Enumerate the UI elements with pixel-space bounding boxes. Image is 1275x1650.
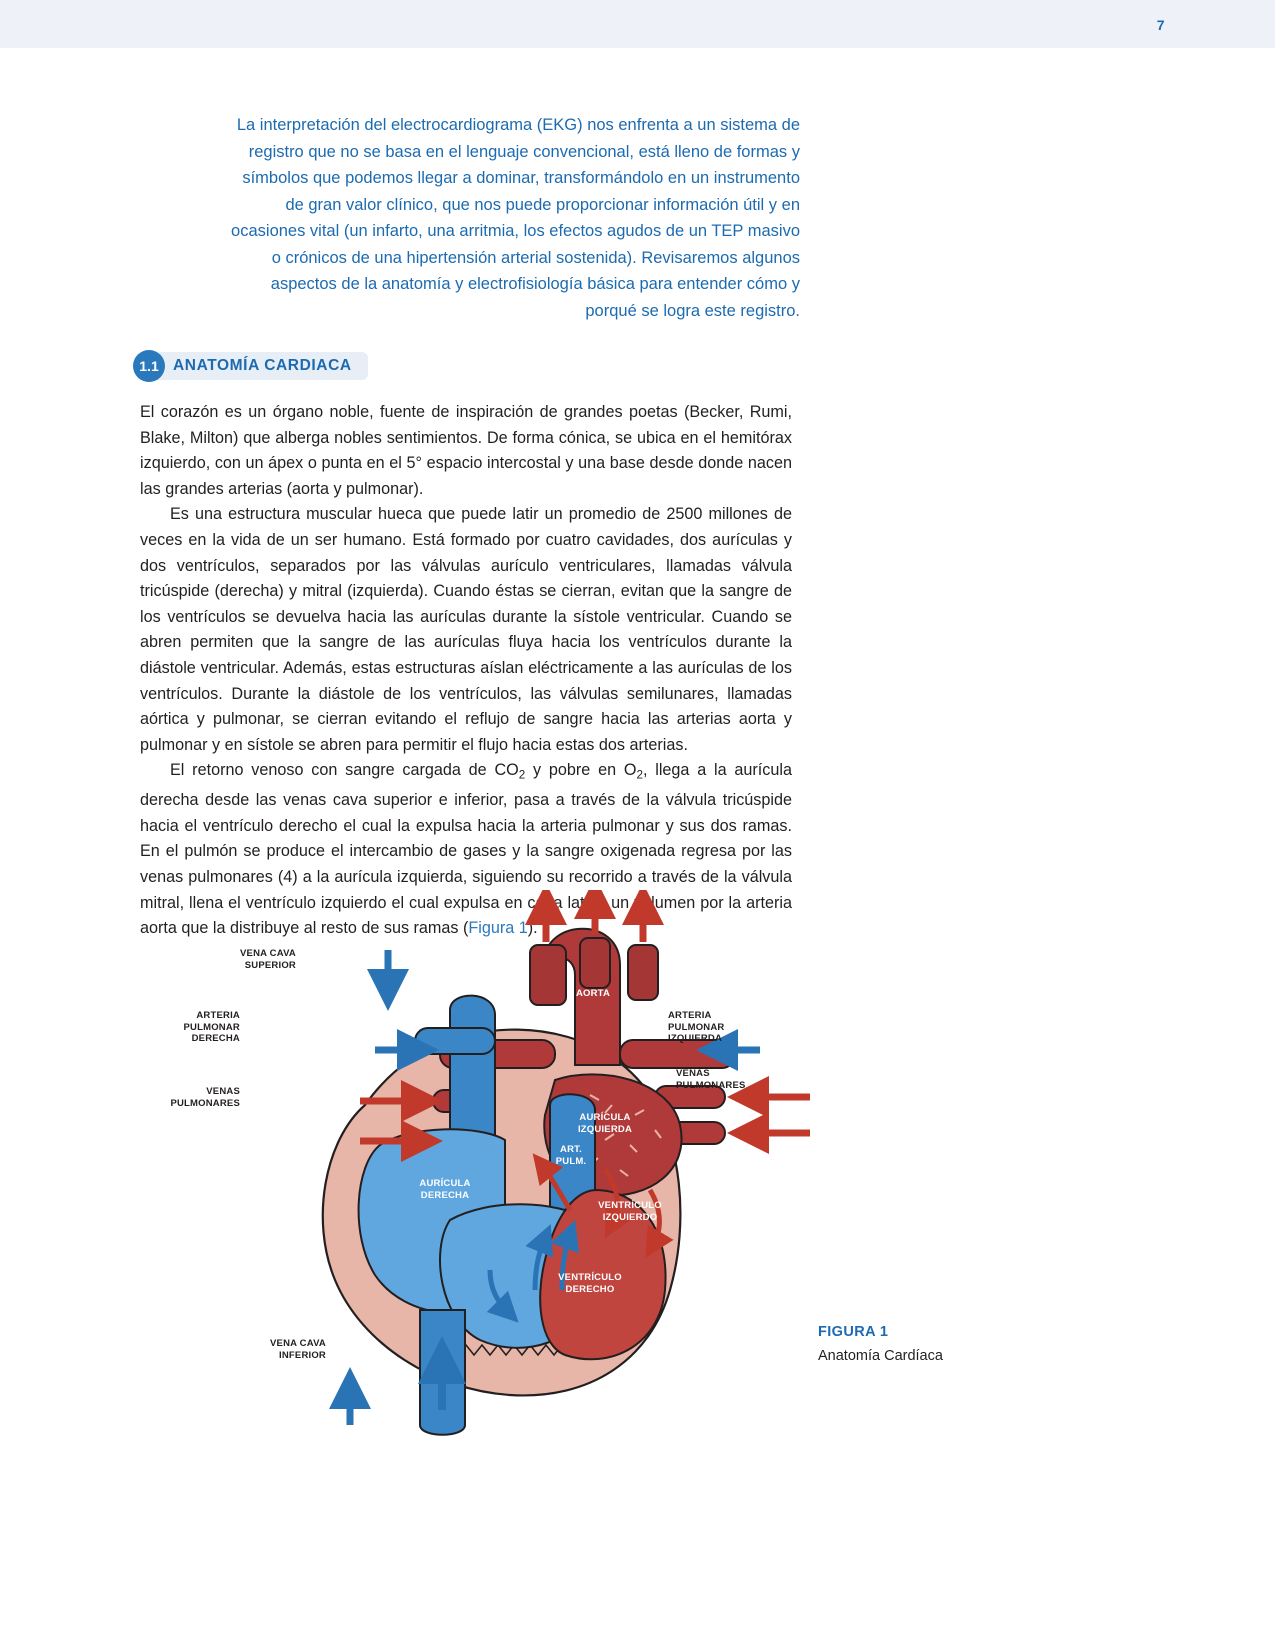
figure-caption-title: FIGURA 1 <box>818 1324 889 1340</box>
page-number: 7 <box>1156 17 1165 33</box>
page-header-band <box>0 0 1275 48</box>
figure-reference-link[interactable]: Figura 1 <box>468 919 528 938</box>
label-venas-pulmonares-derecha: VENAS PULMONARES <box>170 1086 240 1109</box>
label-auricula-izquierda: AURÍCULA IZQUIERDA <box>577 1112 633 1135</box>
body-paragraph-3-part-b: y pobre en O <box>525 761 637 780</box>
section-title: ANATOMÍA CARDIACA <box>173 357 352 374</box>
body-paragraph-1: El corazón es un órgano noble, fuente de inspiración de grandes poetas (Becker, Rumi, Blake, Milton) que alberga nobles sentimientos. De forma cónica, se ubica en el hemitórax izquierdo, con un ápex o punta en el 5° espacio intercostal y una base desde donde nacen las grandes arterias (aorta y pulmonar). <box>140 403 792 498</box>
figure-caption <box>818 1322 1038 1367</box>
label-vena-cava-inferior: VENA CAVA INFERIOR <box>270 1338 326 1361</box>
label-aorta: AORTA <box>575 988 611 999</box>
label-arteria-pulmonar-izquierda: ARTERIA PULMONAR IZQUIERDA <box>668 1010 725 1044</box>
label-art-pulm: ART. PULM. <box>555 1144 587 1167</box>
heart-diagram-svg <box>150 890 830 1450</box>
section-number-badge: 1.1 <box>133 350 165 382</box>
figure-heart-anatomy <box>150 890 830 1450</box>
body-paragraph-3-part-c: , llega a la aurícula derecha desde las venas cava superior e inferior, pasa a través de la válvula tricúspide hacia el ventrículo derecho el cual la expulsa hacia la arteria pulmonar y sus dos ramas. En el pulmón se produce el intercambio de gases y la sangre oxigenada regresa por las venas pulmonares (4) a la aurícula izquierda, siguiendo su recorrido a través de la válvula mitral, llena el ventrículo izquierdo el cual expulsa en cada latido un volumen por la arteria aorta que la distribuye al resto de sus ramas ( <box>140 761 792 938</box>
section-title-pill <box>151 352 368 380</box>
co2-subscript: 2 <box>518 768 526 782</box>
o2-subscript: 2 <box>636 768 643 782</box>
label-arteria-pulmonar-derecha: ARTERIA PULMONAR DERECHA <box>183 1010 240 1044</box>
body-paragraph-3-part-d: ). <box>527 919 538 938</box>
body-paragraph-2: Es una estructura muscular hueca que puede latir un promedio de 2500 millones de veces en la vida de un ser humano. Está formado por cuatro cavidades, dos aurículas y dos ventrículos, separados por las válvulas aurículo ventriculares, llamadas válvula tricúspide (derecha) y mitral (izquierda). Cuando éstas se cierran, evitan que la sangre de los ventrículos se devuelva hacia las aurículas durante la sístole ventricular. Cuando se abren permiten que la sangre de las aurículas fluya hacia los ventrículos durante la diástole ventricular. Además, estas estructuras aíslan eléctricamente a las aurículas de los ventrículos. Durante la diástole de los ventrículos, las válvulas semilunares, llamadas aórtica y pulmonar, se cierran evitando el reflujo de sangre hacia las arterias aorta y pulmonar y en sístole se abren para permitir el flujo hacia estas dos arterias. <box>140 505 792 754</box>
section-heading <box>133 350 368 382</box>
figure-caption-text: Anatomía Cardíaca <box>818 1348 943 1364</box>
body-paragraph-3-part-a: El retorno venoso con sangre cargada de CO <box>170 761 519 780</box>
left-carotid <box>580 938 610 988</box>
svc-branch <box>415 1028 495 1054</box>
intro-paragraph: La interpretación del electrocardiograma (EKG) nos enfrenta a un sistema de registro que no se basa en el lenguaje convencional, está lleno de formas y símbolos que podemos llegar a dominar, transformándolo en un instrumento de gran valor clínico, que nos puede proporcionar información útil y en ocasiones vital (un infarto, una arritmia, los efectos agudos de un TEP masivo o crónicos de una hipertensión arterial sostenida). Revisaremos algunos aspectos de la anatomía y electrofisiología básica para entender cómo y porqué se logra este registro. <box>231 116 800 320</box>
label-vena-cava-superior: VENA CAVA SUPERIOR <box>240 948 296 971</box>
body-text-column <box>140 400 792 942</box>
superior-vena-cava <box>450 996 495 1140</box>
label-ventriculo-derecho: VENTRÍCULO DERECHO <box>558 1272 622 1295</box>
label-venas-pulmonares-izquierda: VENAS PULMONARES <box>676 1068 746 1091</box>
label-ventriculo-izquierdo: VENTRÍCULO IZQUIERDO <box>598 1200 662 1223</box>
label-auricula-derecha: AURÍCULA DERECHA <box>419 1178 471 1201</box>
